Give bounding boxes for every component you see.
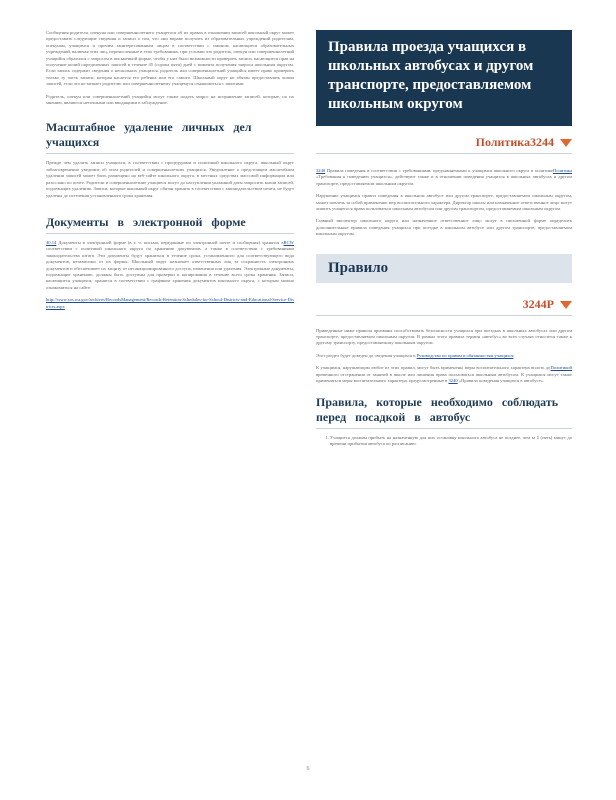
policy-number-row [316, 135, 572, 154]
electronic-documents-paragraph: Документы в электронной форме (в т. ч. письма, переданные по электронной почте и сообщения) хранятся в соответствии с политикой школьного округа по хранению документов, а также в соответствии с требованиями законодательства штата. Эти документы будут храниться в течение срока, установленного для соответствующего вида документов, независимо от их формы. Школьный округ назначает ответственных лиц за сохранность электронных документов и обеспечивает их защиту от несанкционированного доступа, изменения или удаления. Электронные документы, подлежащие хранению, должны быть доступны для проверки и копирования в течение всего срока хранения. Записи, касающиеся учащихся, хранятся в соответствии с графиком хранения документов школьного округа, с которым можно ознакомиться на сайте: [46, 239, 294, 290]
rule-text [316, 328, 572, 385]
records-deletion-paragraph: Прежде чем удалить записи учащихся, в соответствии с процедурами и политикой школьного округа, школьный округ заблаговременно уведомит об этом родителей и совершеннолетних учащихся. Уведомление о предстоящем масштабном удалении записей может быть размещено на веб-сайте школьного округа, в местных средствах массовой информации или разослано по почте. Родители и совершеннолетние учащиеся могут до наступления указанной даты запросить копии записей, подлежащих удалению. Записи, которые школьный округ обязан хранить в соответствии с законодательством штата, не будут удалены до истечения установленного срока хранения. [46, 160, 294, 198]
policy-paragraph-3: Главный инспектор школьного округа или назначенное ответственное лицо могут в письменной форме определить дополнительные правила поведения учащихся при поездке в школьном автобусе или другом транспорте, предоставляемом школьным округом. [316, 218, 572, 237]
right-column [316, 30, 572, 447]
intro-text [46, 30, 294, 106]
policy-number: 3244 [530, 135, 554, 149]
boarding-rules-list [316, 435, 572, 448]
policy-paragraph-2: Нарушение учащимся правил поведения в школьном автобусе или другом транспорте, предоставляемом школьным округом, может повлечь за собой применение мер воспитательного характера. Директор школы или назначенное ответственное лицо могут лишить учащегося права пользоваться школьным автобусом или другим транспортом, предоставляемым школьным округом. [316, 193, 572, 212]
intro-paragraph-2: Родитель, опекун или совершеннолетний учащийся могут также подать запрос на исправление записей, которые, по их мнению, являются неточными или вводящими в заблуждение. [46, 93, 294, 106]
list-item: 1. Учащиеся должны прибыть на назначенную для них остановку школьного автобуса не позднее, чем за 5 (пять) минут до времени прибытия автобуса по расписанию. [330, 435, 572, 448]
boarding-rules [316, 435, 572, 448]
rule-paragraph-1: Приведенные ниже правила призваны способствовать безопасности учащихся при поездках в школьных автобусах или другом транспорте, предоставляемом школьным округом. В рамках этого правила термин «автобус» во всех случаях относится также к другому транспорту, предоставляемому школьным округом. [316, 327, 572, 346]
rcw-number-link[interactable]: 40.14 [46, 239, 57, 245]
rcw-link[interactable]: RCW [283, 239, 294, 245]
triangle-down-icon [560, 139, 572, 147]
rule-heading: Правило [316, 254, 572, 283]
page-number: 6 [306, 766, 310, 772]
policy-label: Политика [475, 135, 530, 149]
rule-paragraph-3-suffix: «Правила поведения учащихся в автобусе». [458, 378, 545, 384]
policy-paragraph-1: Правила поведения в соответствии с требованиями, предъявляемыми к учащимся школьного округа в политике «Требования к поведению учащихся», действуют также и в отношении поведения учащихся в школьных автобусах и другом транспорте, предоставляемом школьным округом. [316, 168, 572, 186]
electronic-documents-text [46, 240, 294, 310]
policy-link[interactable]: Политика [553, 168, 572, 173]
policy-3240-ref-link[interactable]: 3240 [448, 378, 458, 384]
left-column [46, 30, 294, 316]
section-heading-records-deletion: Масштабное удаление личных дел учащихся [46, 120, 294, 154]
policy-3240-link[interactable]: 3240 [316, 168, 326, 173]
policy-text [316, 168, 572, 238]
retention-schedule-url[interactable]: http://www.sos.wa.gov/archives/RecordsManagement/Records-Retention-Schedules-for-School-Districts-and-Educational-Service-Districts.aspx [46, 297, 294, 309]
policy-title: Правила проезда учащихся в школьных автобусах и другом транспорте, предоставляемом школьным округом [316, 30, 572, 126]
rule-code-row [316, 297, 572, 316]
policy-ref-link[interactable]: Политикой [550, 365, 572, 371]
section-heading-boarding: Правила, которые необходимо соблюдать перед посадкой в автобус [316, 395, 572, 429]
rule-paragraph-3: К учащимся, нарушающим любое из этих правил, могут быть применены меры воспитательного характера вплоть до временного отстранения от занятий в школе или лишения права пользоваться школьным автобусом. К учащимся могут также применяться меры воспитательного характера, предусмотренные в [316, 365, 572, 384]
rule-paragraph-2-prefix: Этот раздел будет доведен до сведения учащихся в [316, 352, 416, 358]
section-heading-electronic-documents: Документы в электронной форме [46, 215, 294, 234]
records-deletion-text [46, 160, 294, 198]
rule-code: 3244P [522, 296, 554, 311]
intro-paragraph-1: Сообщения родителя, опекуна или совершеннолетнего учащегося об их правах в отношении записей школьный округ может предоставить следующие сведения и записи о том, что они вправе получить из образовательных учреждений родителям, опекунам, учащимся и прочим заинтересованным лицам в соответствии с законом, касающиеся образовательных учреждений, включая этих лиц, перечисленные в этих требованиях, при условии что родитель, опекун или совершеннолетний учащийся обратился с запросом в письменной форме, чтобы у них было возможности проверить записи, касающиеся прав на получение копий определенных записей в течение 45 (сорока пяти) дней с момента получения запроса школьным округом. Если запись содержит сведения о нескольких учащихся, родитель или совершеннолетний учащийся имеет право проверить только ту часть записи, которая касается его ребенка или его самого. Школьный округ не обязан предоставлять копии записей, если это не мешает родителю или совершеннолетнему учащемуся ознакомиться с записями. [46, 30, 294, 87]
triangle-down-icon [560, 301, 572, 309]
student-handbook-link[interactable]: Руководство по правам и обязанностям учащихся [416, 352, 514, 358]
